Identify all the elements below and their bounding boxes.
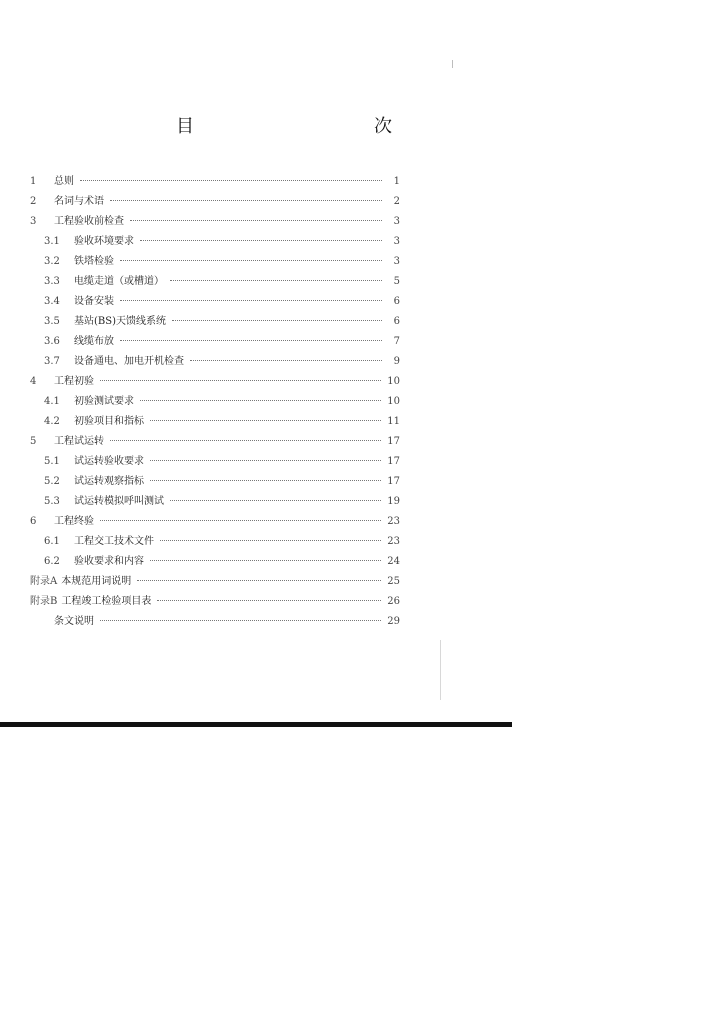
bottom-rule bbox=[0, 722, 512, 727]
toc-dot-leader bbox=[157, 600, 381, 601]
toc-dot-leader bbox=[80, 180, 382, 181]
toc-entry-label: 电缆走道（或槽道） bbox=[74, 276, 164, 287]
toc-entry-number: 4.2 bbox=[44, 416, 60, 427]
scan-edge-mark bbox=[440, 640, 441, 700]
toc-entry-page: 19 bbox=[387, 496, 400, 507]
toc-dot-leader bbox=[137, 580, 381, 581]
toc-entry-page: 25 bbox=[387, 576, 400, 587]
toc-entry-page: 23 bbox=[387, 516, 400, 527]
toc-dot-leader bbox=[120, 340, 382, 341]
toc-entry[interactable] bbox=[30, 292, 400, 312]
toc-entry-number: 3.2 bbox=[44, 256, 60, 267]
toc-dot-leader bbox=[110, 200, 382, 201]
toc-entry-number: 2 bbox=[30, 196, 37, 207]
toc-entry-number: 3.1 bbox=[44, 236, 60, 247]
toc-entry[interactable] bbox=[30, 492, 400, 512]
toc-entry[interactable] bbox=[30, 232, 400, 252]
toc-entry-page: 3 bbox=[393, 256, 400, 267]
toc-entry[interactable] bbox=[30, 352, 400, 372]
toc-entry[interactable] bbox=[30, 212, 400, 232]
toc-dot-leader bbox=[100, 620, 381, 621]
toc-entry-number: 5.2 bbox=[44, 476, 60, 487]
toc-entry-label: 工程验收前检查 bbox=[54, 216, 124, 227]
toc-dot-leader bbox=[150, 420, 381, 421]
toc-entry-page: 6 bbox=[393, 296, 400, 307]
toc-entry-label: 初验测试要求 bbox=[74, 396, 134, 407]
toc-entry-page: 5 bbox=[393, 276, 400, 287]
toc-dot-leader bbox=[100, 380, 381, 381]
toc-entry[interactable] bbox=[30, 612, 400, 632]
scan-edge-mark bbox=[452, 60, 453, 68]
toc-entry[interactable] bbox=[30, 332, 400, 352]
toc-entry-number: 5.3 bbox=[44, 496, 60, 507]
toc-entry-label: 工程竣工检验项目表 bbox=[61, 596, 152, 607]
toc-entry-label: 试运转模拟呼叫测试 bbox=[74, 496, 164, 507]
toc-entry-page: 6 bbox=[393, 316, 400, 327]
toc-dot-leader bbox=[140, 400, 381, 401]
toc-entry-label: 设备通电、加电开机检查 bbox=[74, 356, 184, 367]
toc-entry-page: 17 bbox=[387, 436, 400, 447]
toc-entry-page: 26 bbox=[387, 596, 400, 607]
toc-entry-number: 附录A bbox=[30, 576, 58, 587]
toc-entry[interactable] bbox=[30, 432, 400, 452]
toc-dot-leader bbox=[130, 220, 382, 221]
toc-entry[interactable] bbox=[30, 312, 400, 332]
toc-dot-leader bbox=[140, 240, 382, 241]
toc-entry[interactable] bbox=[30, 532, 400, 552]
toc-entry-number: 3 bbox=[30, 216, 37, 227]
toc-entry-label: 试运转验收要求 bbox=[74, 456, 144, 467]
toc-entry-number: 5.1 bbox=[44, 456, 60, 467]
toc-dot-leader bbox=[120, 260, 382, 261]
toc-entry-label: 验收要求和内容 bbox=[74, 556, 144, 567]
toc-entry-page: 7 bbox=[393, 336, 400, 347]
toc-entry[interactable] bbox=[30, 572, 400, 592]
toc-entry-number: 4 bbox=[30, 376, 37, 387]
toc-entry-label: 工程试运转 bbox=[54, 436, 104, 447]
toc-entry-label: 试运转观察指标 bbox=[74, 476, 144, 487]
toc-entry[interactable] bbox=[30, 412, 400, 432]
page-title: 目 次 bbox=[176, 116, 440, 137]
toc-entry-page: 17 bbox=[387, 476, 400, 487]
toc-entry-number: 1 bbox=[30, 176, 37, 187]
toc-entry-page: 29 bbox=[387, 616, 400, 627]
toc-entry-number: 6.1 bbox=[44, 536, 60, 547]
toc-entry-label: 条文说明 bbox=[54, 616, 94, 627]
toc-entry-page: 11 bbox=[387, 416, 400, 427]
toc-dot-leader bbox=[100, 520, 381, 521]
toc-entry-page: 1 bbox=[393, 176, 400, 187]
toc-dot-leader bbox=[172, 320, 382, 321]
toc-entry-label: 工程初验 bbox=[54, 376, 94, 387]
table-of-contents bbox=[30, 172, 400, 632]
toc-entry[interactable] bbox=[30, 252, 400, 272]
toc-entry-label: 工程终验 bbox=[54, 516, 94, 527]
toc-entry-page: 2 bbox=[393, 196, 400, 207]
toc-entry[interactable] bbox=[30, 372, 400, 392]
toc-entry-page: 24 bbox=[387, 556, 400, 567]
toc-entry[interactable] bbox=[30, 172, 400, 192]
toc-entry[interactable] bbox=[30, 192, 400, 212]
toc-entry-page: 9 bbox=[393, 356, 400, 367]
toc-entry[interactable] bbox=[30, 592, 400, 612]
toc-entry-label: 设备安装 bbox=[74, 296, 114, 307]
toc-entry-number: 附录B bbox=[30, 596, 58, 607]
toc-entry-number: 3.5 bbox=[44, 316, 60, 327]
toc-dot-leader bbox=[150, 560, 381, 561]
toc-entry-label: 初验项目和指标 bbox=[74, 416, 144, 427]
toc-entry-label: 铁塔检验 bbox=[74, 256, 114, 267]
toc-dot-leader bbox=[170, 500, 381, 501]
toc-entry-number: 6 bbox=[30, 516, 37, 527]
toc-entry[interactable] bbox=[30, 272, 400, 292]
toc-entry[interactable] bbox=[30, 472, 400, 492]
toc-entry[interactable] bbox=[30, 512, 400, 532]
toc-entry-number: 6.2 bbox=[44, 556, 60, 567]
toc-entry-number: 4.1 bbox=[44, 396, 60, 407]
toc-dot-leader bbox=[160, 540, 381, 541]
toc-entry-page: 23 bbox=[387, 536, 400, 547]
toc-entry-label: 基站(BS)天馈线系统 bbox=[74, 316, 167, 327]
toc-entry-label: 验收环境要求 bbox=[74, 236, 134, 247]
toc-entry-page: 3 bbox=[393, 216, 400, 227]
toc-entry-number: 3.6 bbox=[44, 336, 60, 347]
toc-entry-number: 3.4 bbox=[44, 296, 60, 307]
toc-entry-label: 名词与术语 bbox=[54, 196, 104, 207]
toc-entry-page: 10 bbox=[387, 376, 400, 387]
toc-dot-leader bbox=[110, 440, 381, 441]
toc-entry-number: 5 bbox=[30, 436, 37, 447]
toc-entry[interactable] bbox=[30, 552, 400, 572]
toc-dot-leader bbox=[150, 460, 381, 461]
toc-entry-page: 17 bbox=[387, 456, 400, 467]
toc-dot-leader bbox=[150, 480, 381, 481]
toc-entry[interactable] bbox=[30, 392, 400, 412]
toc-dot-leader bbox=[120, 300, 382, 301]
toc-entry-label: 总则 bbox=[54, 176, 74, 187]
toc-entry-label: 线缆布放 bbox=[74, 336, 114, 347]
toc-entry-number: 3.7 bbox=[44, 356, 60, 367]
toc-dot-leader bbox=[170, 280, 382, 281]
toc-entry-label: 本规范用词说明 bbox=[61, 576, 132, 587]
toc-entry-page: 3 bbox=[393, 236, 400, 247]
toc-entry-label: 工程交工技术文件 bbox=[74, 536, 154, 547]
toc-entry-number: 3.3 bbox=[44, 276, 60, 287]
toc-entry-page: 10 bbox=[387, 396, 400, 407]
toc-dot-leader bbox=[190, 360, 382, 361]
toc-entry[interactable] bbox=[30, 452, 400, 472]
